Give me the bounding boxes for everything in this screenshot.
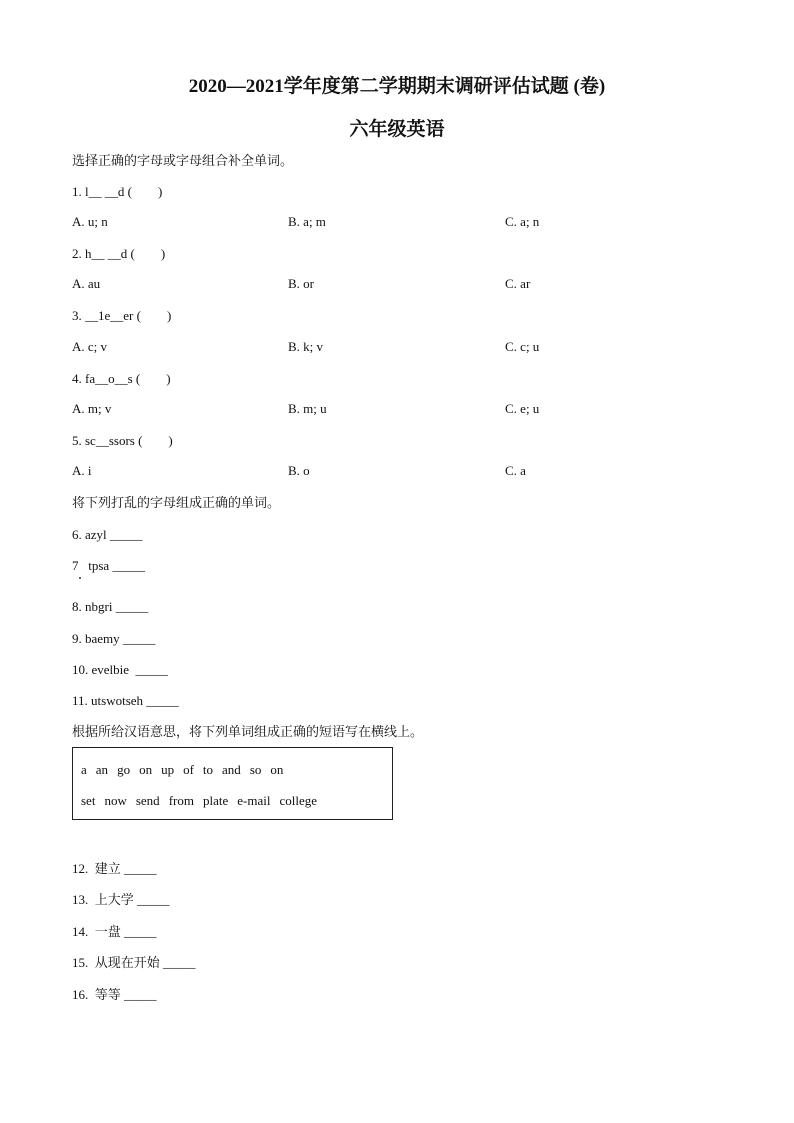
question-1-option-a[interactable]: A. u; n [72, 214, 108, 229]
word-bank-word: send [135, 793, 160, 808]
question-3-option-c[interactable]: C. c; u [505, 339, 540, 354]
question-6: 6. azyl _____ [72, 527, 143, 542]
page-title: 2020—2021学年度第二学期期末调研评估试题 (卷) [188, 76, 606, 97]
word-bank-word: now [104, 793, 127, 808]
word-bank-word: of [183, 762, 194, 777]
question-2-option-a[interactable]: A. au [72, 276, 101, 291]
word-bank-word: a [81, 762, 87, 777]
question-9: 9. baemy _____ [72, 631, 156, 646]
question-3: 3. __1e__er ( ) [72, 308, 172, 323]
question-2-option-c[interactable]: C. ar [505, 276, 531, 291]
word-bank-box [72, 747, 393, 820]
question-7: 7 tpsa _____ [72, 558, 145, 573]
word-bank-word: go [117, 762, 131, 777]
word-bank-word: on [270, 762, 284, 777]
question-2: 2. h__ __d ( ) [72, 246, 166, 261]
word-bank-word: from [168, 793, 194, 808]
question-16: 16. 等等 _____ [72, 987, 157, 1002]
question-5-option-a[interactable]: A. i [72, 463, 92, 478]
question-4-option-b[interactable]: B. m; u [288, 401, 327, 416]
section1-instruction: 选择正确的字母或字母组合补全单词。 [72, 153, 294, 168]
word-bank-word: to [202, 762, 214, 777]
question-3-option-b[interactable]: B. k; v [288, 339, 324, 354]
section3-instruction: 根据所给汉语意思，将下列单词组成正确的短语写在横线上。 [72, 724, 424, 739]
question-5-option-c[interactable]: C. a [505, 463, 526, 478]
question-3-option-a[interactable]: A. c; v [72, 339, 108, 354]
question-4-option-c[interactable]: C. e; u [505, 401, 540, 416]
word-bank-word: on [139, 762, 153, 777]
word-bank-word: e-mail [237, 793, 271, 808]
word-bank-word: college [279, 793, 317, 808]
question-2-option-b[interactable]: B. or [288, 276, 314, 291]
question-10: 10. evelbie _____ [72, 662, 169, 677]
question-12: 12. 建立 _____ [72, 861, 157, 876]
stray-dot [79, 577, 81, 579]
word-bank-word: up [161, 762, 175, 777]
question-4: 4. fa__o__s ( ) [72, 371, 171, 386]
word-bank-word: an [95, 762, 109, 777]
question-5-option-b[interactable]: B. o [288, 463, 310, 478]
word-bank-word: so [249, 762, 262, 777]
question-11: 11. utswotseh _____ [72, 693, 179, 708]
page-subtitle: 六年级英语 [349, 119, 445, 140]
word-bank-word: plate [202, 793, 229, 808]
question-5: 5. sc__ssors ( ) [72, 433, 173, 448]
word-bank-row-2 [81, 793, 326, 809]
question-1-option-b[interactable]: B. a; m [288, 214, 326, 229]
word-bank-row-1 [81, 762, 292, 778]
question-15: 15. 从现在开始 _____ [72, 955, 196, 970]
question-14: 14. 一盘 _____ [72, 924, 157, 939]
question-1-option-c[interactable]: C. a; n [505, 214, 540, 229]
question-13: 13. 上大学 _____ [72, 892, 170, 907]
section2-instruction: 将下列打乱的字母组成正确的单词。 [72, 495, 281, 510]
question-1: 1. l__ __d ( ) [72, 184, 163, 199]
question-4-option-a[interactable]: A. m; v [72, 401, 112, 416]
word-bank-word: set [81, 793, 96, 808]
word-bank-word: and [222, 762, 241, 777]
question-8: 8. nbgri _____ [72, 599, 149, 614]
